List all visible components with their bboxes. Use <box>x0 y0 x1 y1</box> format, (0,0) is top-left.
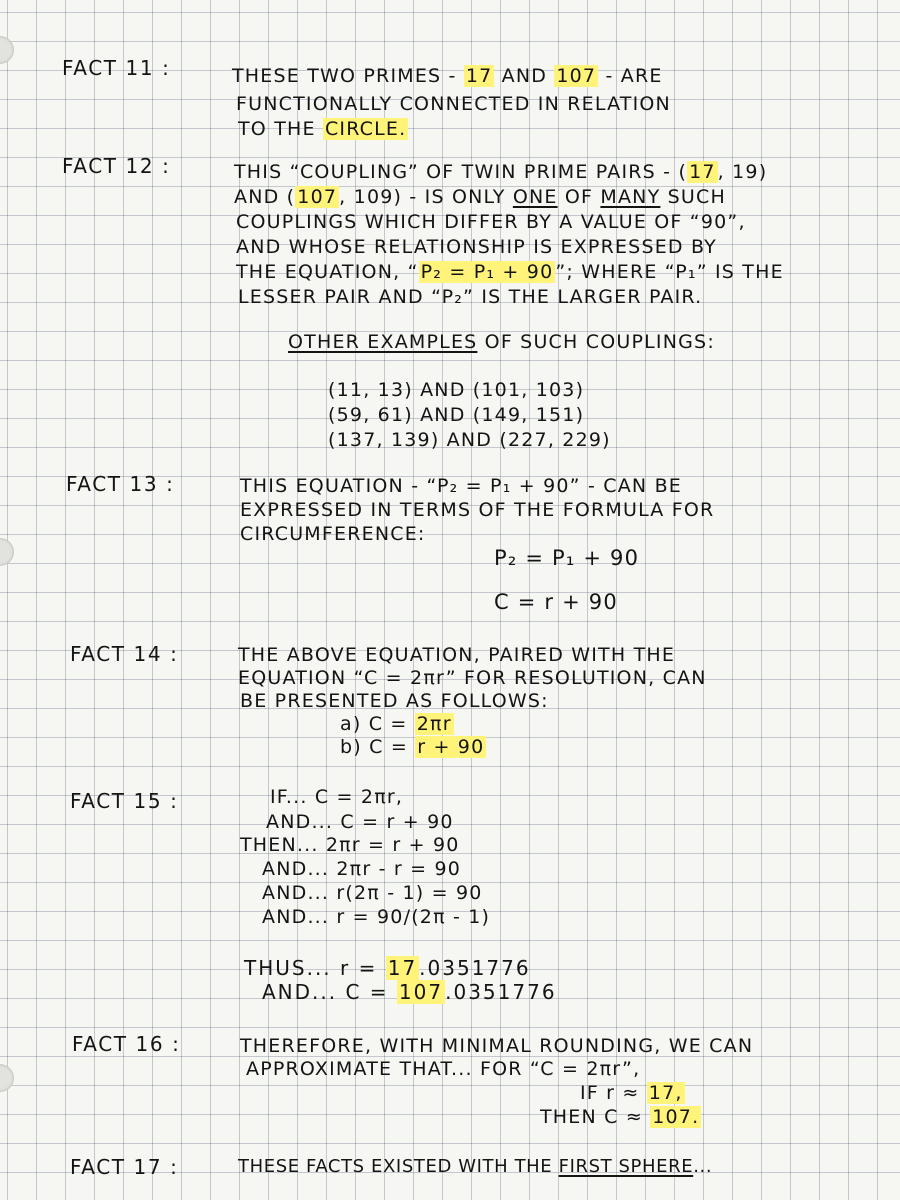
fact-14-line-2: EQUATION “C = 2πr” FOR RESOLUTION, CAN <box>238 667 707 689</box>
fact-15-step-3: THEN... 2πr = r + 90 <box>240 834 460 856</box>
fact-13-label: FACT 13 : <box>66 472 175 496</box>
example-3: (137, 139) AND (227, 229) <box>328 429 611 451</box>
fact-12-line-4: AND WHOSE RELATIONSHIP IS EXPRESSED BY <box>236 236 717 258</box>
fact-13-eq-2: C = r + 90 <box>494 590 618 614</box>
fact-16-label: FACT 16 : <box>72 1032 181 1056</box>
fact-14-eq-a: a) C = 2πr <box>340 713 452 735</box>
fact-15-step-2: AND... C = r + 90 <box>266 811 454 833</box>
fact-14-label: FACT 14 : <box>70 642 179 666</box>
fact-15-label: FACT 15 : <box>70 789 179 813</box>
fact-14-line-3: BE PRESENTED AS FOLLOWS: <box>240 690 549 712</box>
fact-12-label: FACT 12 : <box>62 154 171 178</box>
example-1: (11, 13) AND (101, 103) <box>328 379 585 401</box>
fact-13-eq-1: P₂ = P₁ + 90 <box>494 546 640 570</box>
binder-hole <box>0 36 14 64</box>
fact-12-line-6: LESSER PAIR AND “P₂” IS THE LARGER PAIR. <box>238 286 703 308</box>
fact-13-line-1: THIS EQUATION - “P₂ = P₁ + 90” - CAN BE <box>240 475 683 497</box>
fact-15-result-r: THUS... r = 17 .0351776 <box>244 956 531 980</box>
fact-11-line-2: FUNCTIONALLY CONNECTED IN RELATION <box>236 93 671 115</box>
fact-15-result-c: AND... C = 107 .0351776 <box>262 980 557 1004</box>
fact-13-line-2: EXPRESSED IN TERMS OF THE FORMULA FOR <box>240 499 715 521</box>
fact-13-line-3: CIRCUMFERENCE: <box>240 523 426 545</box>
fact-11-line-1: THESE TWO PRIMES - 17 AND 107 - ARE <box>232 65 663 87</box>
fact-12-line-1: THIS “COUPLING” OF TWIN PRIME PAIRS - ( 17 , 19) <box>234 161 768 183</box>
fact-12-line-2: AND ( 107 , 109) - IS ONLY ONE OF MANY SUCH <box>234 186 726 208</box>
fact-15-step-1: IF... C = 2πr, <box>270 786 404 808</box>
fact-12-line-3: COUPLINGS WHICH DIFFER BY A VALUE OF “90”, <box>236 211 746 233</box>
fact-16-line-4: THEN C ≈ 107. <box>540 1106 700 1128</box>
examples-heading: OTHER EXAMPLES OF SUCH COUPLINGS: <box>288 331 715 353</box>
fact-11-label: FACT 11 : <box>62 56 171 80</box>
fact-11-line-3: TO THE CIRCLE. <box>238 118 407 140</box>
binder-hole <box>0 538 14 566</box>
example-2: (59, 61) AND (149, 151) <box>328 404 585 426</box>
fact-14-eq-b: b) C = r + 90 <box>340 736 485 758</box>
fact-17-label: FACT 17 : <box>70 1155 179 1179</box>
fact-15-step-4: AND... 2πr - r = 90 <box>262 858 462 880</box>
fact-16-line-1: THEREFORE, WITH MINIMAL ROUNDING, WE CAN <box>240 1035 754 1057</box>
fact-14-line-1: THE ABOVE EQUATION, PAIRED WITH THE <box>238 644 676 666</box>
fact-15-step-6: AND... r = 90/(2π - 1) <box>262 906 491 928</box>
fact-17-line-1: THESE FACTS EXISTED WITH THE FIRST SPHERE... <box>238 1156 713 1177</box>
fact-12-line-5: THE EQUATION, “ P₂ = P₁ + 90 ”; WHERE “P₁” IS THE <box>236 261 784 283</box>
fact-15-step-5: AND... r(2π - 1) = 90 <box>262 882 483 904</box>
fact-16-line-2: APPROXIMATE THAT... FOR “C = 2πr”, <box>246 1058 641 1080</box>
fact-16-line-3: IF r ≈ 17, <box>580 1082 683 1104</box>
binder-hole <box>0 1064 14 1092</box>
